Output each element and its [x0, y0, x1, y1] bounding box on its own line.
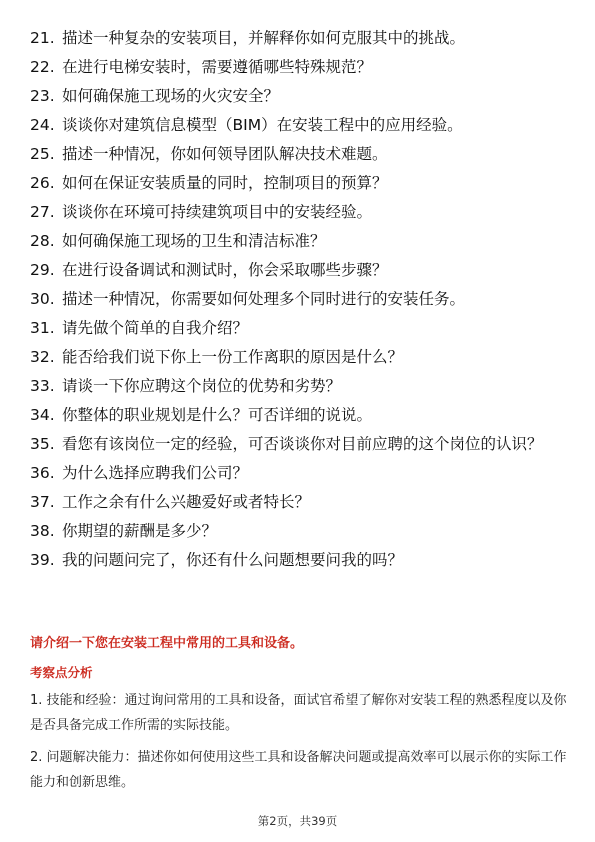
question-list — [30, 26, 570, 577]
question-text: 为什么选择应聘我们公司？ — [62, 464, 249, 482]
question-text: 在进行设备调试和测试时，你会采取哪些步骤？ — [62, 261, 388, 279]
question-item — [30, 113, 570, 137]
question-item — [30, 548, 570, 572]
question-text: 如何确保施工现场的火灾安全？ — [62, 87, 280, 105]
question-text: 你期望的薪酬是多少？ — [62, 522, 218, 540]
question-number: 34. — [30, 406, 55, 424]
question-item — [30, 490, 570, 514]
question-item — [30, 403, 570, 427]
question-text: 如何确保施工现场的卫生和清洁标准？ — [62, 232, 326, 250]
question-item — [30, 229, 570, 253]
question-item — [30, 287, 570, 311]
page-footer: 第2页，共39页 — [257, 814, 338, 828]
question-item — [30, 374, 570, 398]
question-item — [30, 142, 570, 166]
question-number: 29. — [30, 261, 55, 279]
question-text: 谈谈你对建筑信息模型（BIM）在安装工程中的应用经验。 — [62, 116, 463, 134]
question-item — [30, 461, 570, 485]
question-number: 33. — [30, 377, 55, 395]
question-text: 我的问题问完了，你还有什么问题想要问我的吗？ — [62, 551, 404, 569]
question-number: 37. — [30, 493, 55, 511]
question-item — [30, 345, 570, 369]
focus-question-heading: 请介绍一下您在安装工程中常用的工具和设备。 — [30, 636, 304, 651]
question-number: 26. — [30, 174, 55, 192]
question-number: 36. — [30, 464, 55, 482]
question-number: 31. — [30, 319, 55, 337]
question-text: 请先做个简单的自我介绍？ — [62, 319, 249, 337]
question-number: 22. — [30, 58, 55, 76]
question-text: 看您有该岗位一定的经验，可否谈谈你对目前应聘的这个岗位的认识？ — [62, 435, 543, 453]
question-number: 21. — [30, 29, 55, 47]
question-text: 工作之余有什么兴趣爱好或者特长？ — [62, 493, 311, 511]
question-number: 23. — [30, 87, 55, 105]
question-text: 描述一种复杂的安装项目，并解释你如何克服其中的挑战。 — [62, 29, 466, 47]
question-number: 32. — [30, 348, 55, 366]
question-item — [30, 171, 570, 195]
question-text: 描述一种情况，你需要如何处理多个同时进行的安装任务。 — [62, 290, 466, 308]
question-item — [30, 519, 570, 543]
question-number: 39. — [30, 551, 55, 569]
question-text: 谈谈你在环境可持续建筑项目中的安装经验。 — [62, 203, 373, 221]
question-number: 27. — [30, 203, 55, 221]
question-text: 在进行电梯安装时，需要遵循哪些特殊规范？ — [62, 58, 373, 76]
analysis-paragraph: 2. 问题解决能力：描述你如何使用这些工具和设备解决问题或提高效率可以展示你的实际工作能力和创新思维。 — [30, 750, 567, 790]
question-number: 38. — [30, 522, 55, 540]
question-text: 如何在保证安装质量的同时，控制项目的预算？ — [62, 174, 388, 192]
question-item — [30, 316, 570, 340]
question-text: 描述一种情况，你如何领导团队解决技术难题。 — [62, 145, 388, 163]
analysis-heading: 考察点分析 — [30, 665, 93, 680]
question-text: 能否给我们说下你上一份工作离职的原因是什么？ — [62, 348, 404, 366]
question-item — [30, 200, 570, 224]
question-item — [30, 55, 570, 79]
question-text: 请谈一下你应聘这个岗位的优势和劣势？ — [62, 377, 342, 395]
question-number: 28. — [30, 232, 55, 250]
analysis-paragraph: 1. 技能和经验：通过询问常用的工具和设备，面试官希望了解你对安装工程的熟悉程度以及你是否具备完成工作所需的实际技能。 — [30, 693, 567, 733]
question-item — [30, 432, 570, 456]
question-number: 24. — [30, 116, 55, 134]
question-number: 35. — [30, 435, 55, 453]
question-item — [30, 84, 570, 108]
question-item — [30, 258, 570, 282]
question-number: 25. — [30, 145, 55, 163]
question-item — [30, 26, 570, 50]
question-text: 你整体的职业规划是什么？可否详细的说说。 — [62, 406, 373, 424]
question-number: 30. — [30, 290, 55, 308]
